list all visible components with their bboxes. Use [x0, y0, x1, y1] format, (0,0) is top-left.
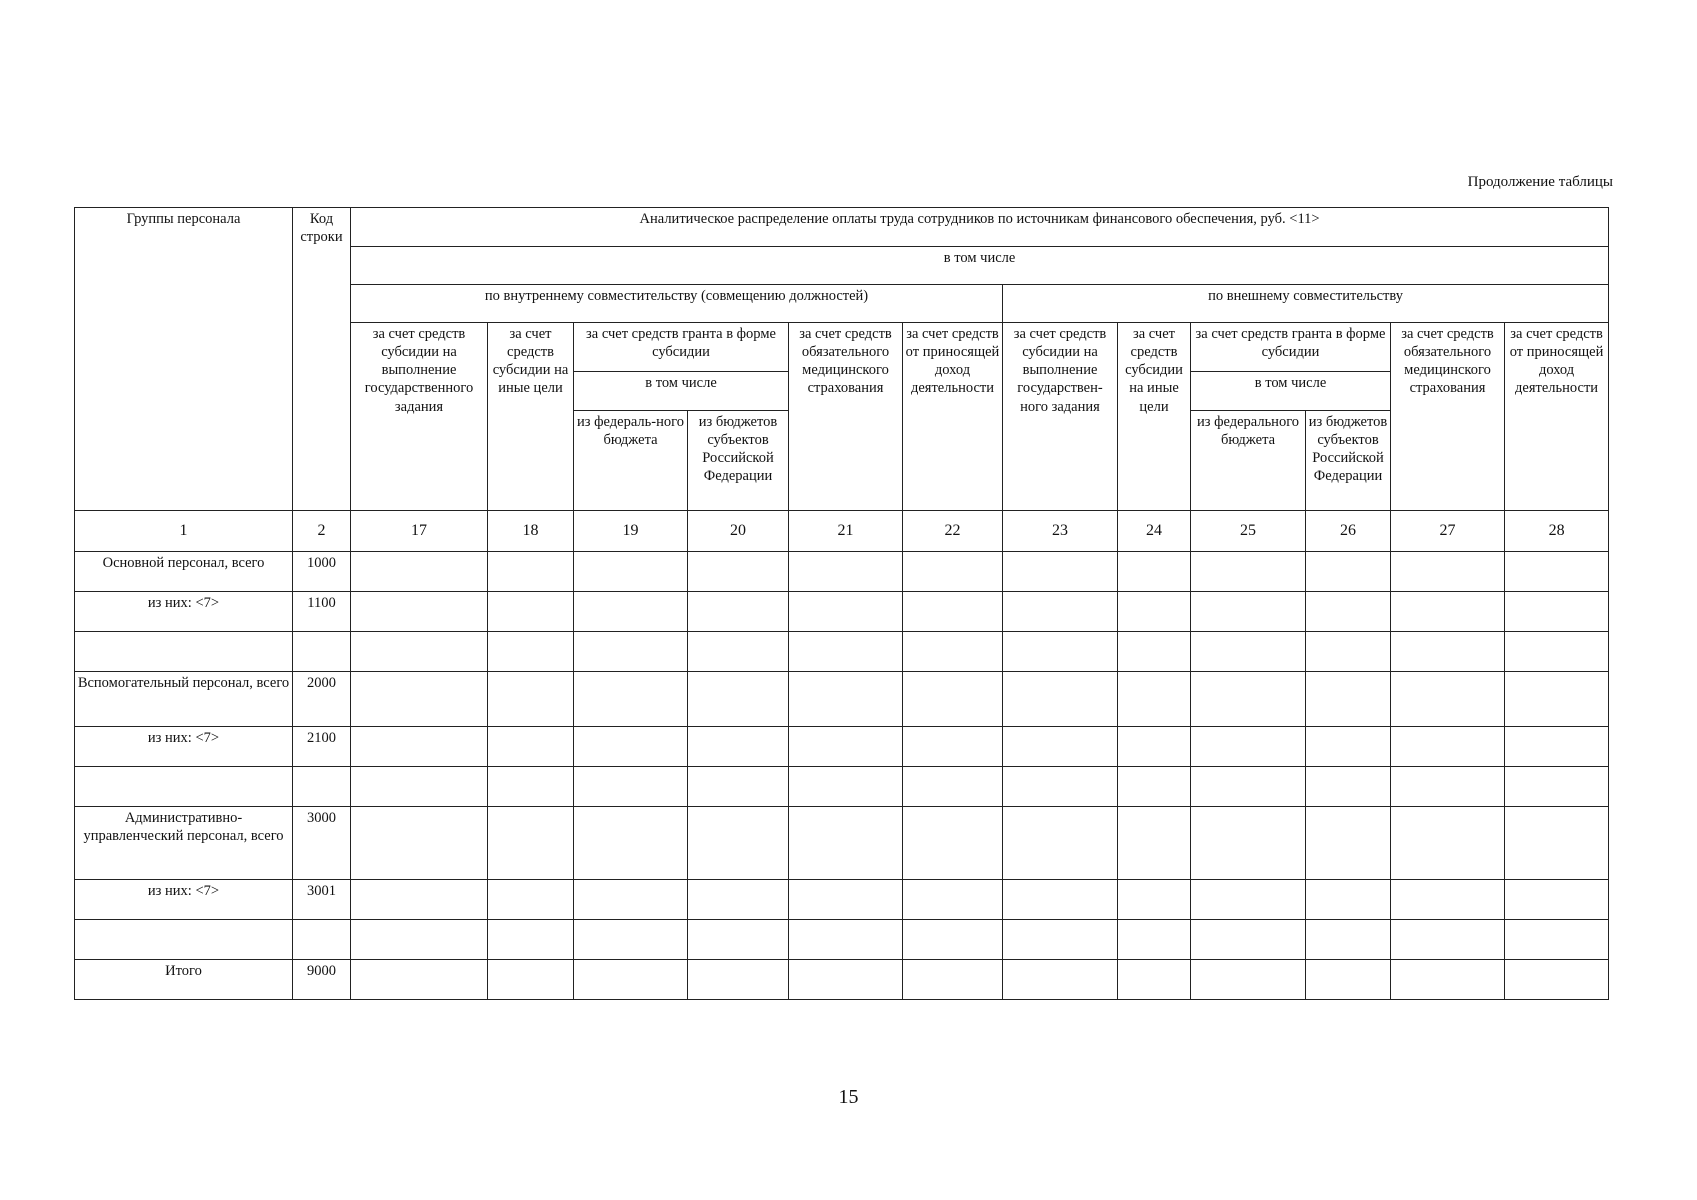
header-col-18: за счет средств субсидии на иные цели	[488, 323, 574, 511]
col-num: 21	[789, 511, 903, 552]
header-col-21: за счет средств обязательного медицинского страхования	[789, 323, 903, 511]
value-cell	[1118, 672, 1191, 727]
value-cell	[574, 960, 688, 1000]
value-cell	[789, 807, 903, 880]
value-cell	[903, 767, 1003, 807]
value-cell	[1505, 920, 1609, 960]
header-groups: Группы персонала	[75, 208, 293, 511]
header-ext-grant: за счет средств гранта в форме субсидии	[1191, 323, 1391, 372]
value-cell	[1505, 672, 1609, 727]
value-cell	[1306, 880, 1391, 920]
row-group-label: Вспомогательный персонал, всего	[75, 672, 293, 727]
value-cell	[1003, 592, 1118, 632]
staff-payroll-table	[74, 207, 1609, 1000]
value-cell	[1191, 727, 1306, 767]
value-cell	[1191, 672, 1306, 727]
value-cell	[903, 807, 1003, 880]
value-cell	[1003, 920, 1118, 960]
value-cell	[351, 960, 488, 1000]
value-cell	[1118, 592, 1191, 632]
value-cell	[1306, 727, 1391, 767]
value-cell	[1306, 632, 1391, 672]
value-cell	[688, 807, 789, 880]
header-ext-grant-including: в том числе	[1191, 372, 1391, 411]
value-cell	[488, 672, 574, 727]
value-cell	[1003, 767, 1118, 807]
header-col-20: из бюджетов субъектов Российской Федерации	[688, 411, 789, 511]
value-cell	[488, 767, 574, 807]
col-num: 2	[293, 511, 351, 552]
header-col-17: за счет средств субсидии на выполнение государственного задания	[351, 323, 488, 511]
row-group-label: Административно-управленческий персонал, всего	[75, 807, 293, 880]
value-cell	[903, 920, 1003, 960]
col-num: 17	[351, 511, 488, 552]
row-group-label: из них: <7>	[75, 592, 293, 632]
value-cell	[488, 727, 574, 767]
value-cell	[1391, 880, 1505, 920]
row-group-label: Итого	[75, 960, 293, 1000]
value-cell	[1191, 767, 1306, 807]
value-cell	[789, 960, 903, 1000]
value-cell	[1505, 767, 1609, 807]
table-row	[75, 920, 1609, 960]
value-cell	[688, 960, 789, 1000]
value-cell	[1118, 767, 1191, 807]
value-cell	[1391, 807, 1505, 880]
value-cell	[351, 920, 488, 960]
value-cell	[903, 727, 1003, 767]
value-cell	[1191, 592, 1306, 632]
col-num: 1	[75, 511, 293, 552]
value-cell	[351, 767, 488, 807]
value-cell	[1505, 960, 1609, 1000]
row-code	[293, 920, 351, 960]
value-cell	[1191, 552, 1306, 592]
value-cell	[574, 672, 688, 727]
row-code: 2000	[293, 672, 351, 727]
value-cell	[1391, 727, 1505, 767]
value-cell	[1391, 920, 1505, 960]
table-row	[75, 592, 1609, 632]
value-cell	[903, 880, 1003, 920]
header-code: Код строки	[293, 208, 351, 511]
value-cell	[574, 807, 688, 880]
table-row	[75, 960, 1609, 1000]
value-cell	[1391, 592, 1505, 632]
header-col-28: за счет средств от приносящей доход деятельности	[1505, 323, 1609, 511]
value-cell	[1306, 592, 1391, 632]
value-cell	[574, 632, 688, 672]
value-cell	[574, 727, 688, 767]
table-row	[75, 632, 1609, 672]
column-number-row	[75, 511, 1609, 552]
table-row	[75, 767, 1609, 807]
value-cell	[351, 672, 488, 727]
row-code: 3000	[293, 807, 351, 880]
value-cell	[1306, 552, 1391, 592]
row-code: 1100	[293, 592, 351, 632]
value-cell	[1003, 672, 1118, 727]
value-cell	[789, 672, 903, 727]
value-cell	[903, 632, 1003, 672]
header-col-22: за счет средств от приносящей доход деятельности	[903, 323, 1003, 511]
value-cell	[688, 727, 789, 767]
col-num: 19	[574, 511, 688, 552]
value-cell	[903, 960, 1003, 1000]
table-row	[75, 672, 1609, 727]
col-num: 26	[1306, 511, 1391, 552]
value-cell	[351, 592, 488, 632]
row-group-label: Основной персонал, всего	[75, 552, 293, 592]
value-cell	[1505, 880, 1609, 920]
value-cell	[903, 672, 1003, 727]
header-int-grant: за счет средств гранта в форме субсидии	[574, 323, 789, 372]
value-cell	[1306, 807, 1391, 880]
header-col-24: за счет средств субсидии на иные цели	[1118, 323, 1191, 511]
value-cell	[1306, 960, 1391, 1000]
row-group-label: из них: <7>	[75, 727, 293, 767]
value-cell	[1003, 807, 1118, 880]
value-cell	[1505, 727, 1609, 767]
table-row	[75, 807, 1609, 880]
value-cell	[351, 807, 488, 880]
col-num: 24	[1118, 511, 1191, 552]
row-group-label	[75, 767, 293, 807]
row-code	[293, 767, 351, 807]
col-num: 23	[1003, 511, 1118, 552]
value-cell	[789, 880, 903, 920]
value-cell	[1391, 672, 1505, 727]
col-num: 20	[688, 511, 789, 552]
col-num: 18	[488, 511, 574, 552]
row-code	[293, 632, 351, 672]
col-num: 22	[903, 511, 1003, 552]
value-cell	[688, 920, 789, 960]
value-cell	[1505, 592, 1609, 632]
value-cell	[903, 592, 1003, 632]
value-cell	[688, 767, 789, 807]
header-col-26: из бюджетов субъектов Российской Федерации	[1306, 411, 1391, 511]
value-cell	[1003, 727, 1118, 767]
value-cell	[1003, 880, 1118, 920]
value-cell	[1391, 632, 1505, 672]
value-cell	[1391, 767, 1505, 807]
value-cell	[1118, 920, 1191, 960]
header-internal: по внутреннему совместительству (совмещению должностей)	[351, 285, 1003, 323]
value-cell	[789, 767, 903, 807]
value-cell	[488, 920, 574, 960]
table-row	[75, 552, 1609, 592]
value-cell	[1191, 632, 1306, 672]
value-cell	[1003, 552, 1118, 592]
page-number: 15	[838, 1086, 859, 1108]
value-cell	[1391, 552, 1505, 592]
value-cell	[688, 672, 789, 727]
value-cell	[789, 727, 903, 767]
value-cell	[1118, 960, 1191, 1000]
value-cell	[488, 592, 574, 632]
value-cell	[1118, 632, 1191, 672]
value-cell	[488, 632, 574, 672]
value-cell	[351, 552, 488, 592]
col-num: 28	[1505, 511, 1609, 552]
value-cell	[1003, 632, 1118, 672]
header-col-25: из федерального бюджета	[1191, 411, 1306, 511]
value-cell	[1118, 552, 1191, 592]
table-body	[75, 552, 1609, 1000]
col-num: 27	[1391, 511, 1505, 552]
value-cell	[574, 552, 688, 592]
table-continuation-caption: Продолжение таблицы	[1467, 174, 1613, 190]
value-cell	[1118, 880, 1191, 920]
table-row	[75, 880, 1609, 920]
value-cell	[574, 767, 688, 807]
value-cell	[1118, 807, 1191, 880]
value-cell	[1191, 960, 1306, 1000]
header-col-19: из федераль-ного бюджета	[574, 411, 688, 511]
value-cell	[789, 920, 903, 960]
value-cell	[789, 552, 903, 592]
value-cell	[1505, 632, 1609, 672]
value-cell	[1306, 672, 1391, 727]
value-cell	[574, 592, 688, 632]
row-group-label	[75, 632, 293, 672]
value-cell	[574, 880, 688, 920]
value-cell	[789, 632, 903, 672]
row-group-label: из них: <7>	[75, 880, 293, 920]
value-cell	[903, 552, 1003, 592]
value-cell	[688, 592, 789, 632]
value-cell	[351, 727, 488, 767]
value-cell	[688, 552, 789, 592]
value-cell	[1306, 767, 1391, 807]
value-cell	[1191, 920, 1306, 960]
value-cell	[688, 880, 789, 920]
value-cell	[1306, 920, 1391, 960]
value-cell	[1391, 960, 1505, 1000]
table-row	[75, 727, 1609, 767]
row-code: 2100	[293, 727, 351, 767]
header-int-grant-including: в том числе	[574, 372, 789, 411]
header-analytic: Аналитическое распределение оплаты труда сотрудников по источникам финансового обеспечения, руб. <11>	[351, 208, 1609, 247]
value-cell	[351, 880, 488, 920]
header-external: по внешнему совместительству	[1003, 285, 1609, 323]
value-cell	[488, 552, 574, 592]
row-code: 9000	[293, 960, 351, 1000]
row-group-label	[75, 920, 293, 960]
value-cell	[351, 632, 488, 672]
value-cell	[1118, 727, 1191, 767]
value-cell	[789, 592, 903, 632]
value-cell	[488, 807, 574, 880]
value-cell	[1505, 552, 1609, 592]
value-cell	[488, 960, 574, 1000]
value-cell	[688, 632, 789, 672]
header-col-27: за счет средств обязательного медицинского страхования	[1391, 323, 1505, 511]
col-num: 25	[1191, 511, 1306, 552]
value-cell	[1191, 880, 1306, 920]
value-cell	[1191, 807, 1306, 880]
value-cell	[488, 880, 574, 920]
value-cell	[1505, 807, 1609, 880]
value-cell	[574, 920, 688, 960]
header-col-23: за счет средств субсидии на выполнение государствен-ного задания	[1003, 323, 1118, 511]
header-including: в том числе	[351, 247, 1609, 285]
row-code: 1000	[293, 552, 351, 592]
row-code: 3001	[293, 880, 351, 920]
value-cell	[1003, 960, 1118, 1000]
